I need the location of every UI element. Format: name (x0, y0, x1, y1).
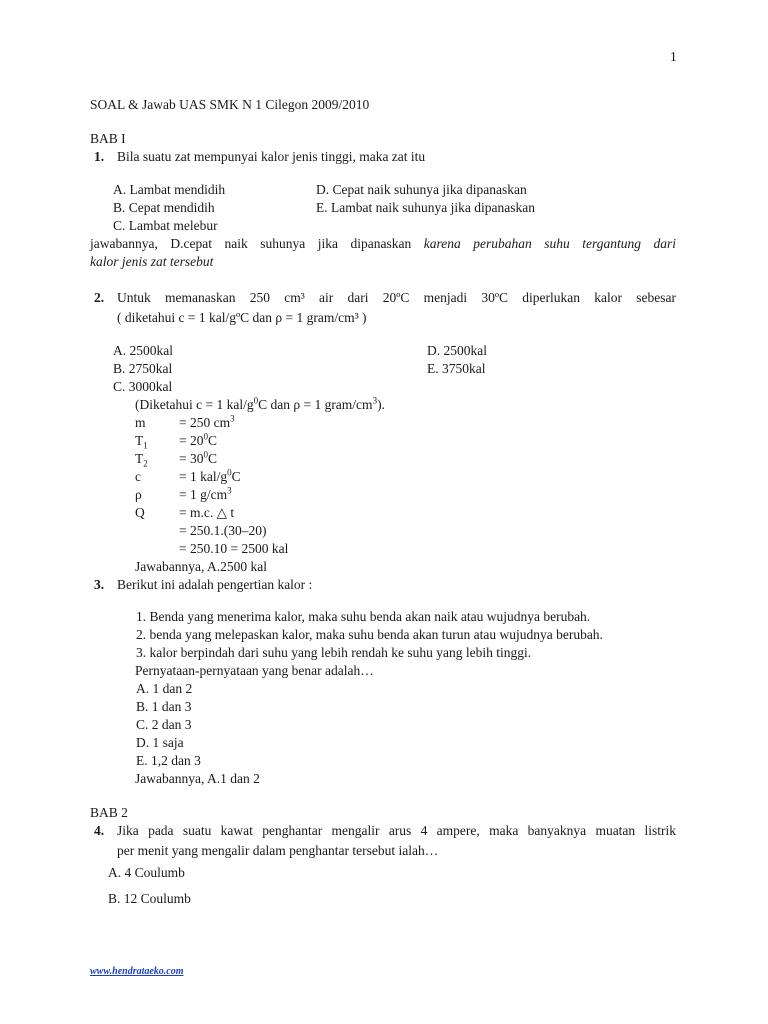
q2-q-result: = 250.10 = 2500 kal (179, 541, 289, 556)
q3-option-e: E. 1,2 dan 3 (136, 753, 201, 768)
q2-option-a: A. 2500kal (113, 343, 173, 358)
q2-q-step: = 250.1.(30–20) (179, 523, 267, 538)
question-1-text: Bila suatu zat mempunyai kalor jenis tinggi, maka zat itu (117, 149, 426, 164)
q2-option-b: B. 2750kal (113, 361, 173, 376)
q4-option-b: B. 12 Coulumb (108, 891, 191, 906)
q2-q-label: Q (135, 505, 145, 520)
q1-answer-text: jawabannya, D.cepat naik suhunya jika dipanaskan (90, 236, 412, 251)
q1-answer-reason: karena perubahan suhu tergantung dari (423, 236, 676, 251)
question-3-text: Berikut ini adalah pengertian kalor : (117, 577, 313, 592)
q3-prompt: Pernyataan-pernyataan yang benar adalah… (135, 663, 374, 678)
q1-answer-line2: kalor jenis zat tersebut (90, 254, 214, 269)
q2-q-formula: = m.c. △ t (179, 505, 235, 520)
question-2-text: Untuk memanaskan 250 cm³ air dari 20ºC menjadi 30ºC diperlukan kalor sebesar (117, 290, 676, 305)
q2-t1-label: $T_1$ (135, 433, 148, 451)
q3-option-b: B. 1 dan 3 (136, 699, 192, 714)
section-heading-bab2: BAB 2 (90, 805, 128, 820)
q3-answer: Jawabannya, A.1 dan 2 (135, 771, 260, 786)
q3-option-c: C. 2 dan 3 (136, 717, 192, 732)
page-number: 1 (670, 49, 677, 64)
question-3-number: 3. (94, 577, 105, 592)
footer-website-link[interactable]: www.hendrataeko.com (90, 966, 184, 977)
q3-statement-2: 2. benda yang melepaskan kalor, maka suhu benda akan turun atau wujudnya berubah. (136, 627, 603, 642)
q3-option-d: D. 1 saja (136, 735, 184, 750)
q2-c-value: = 1 kal/$g^0C$ (179, 467, 241, 484)
q1-answer-line1 (90, 235, 676, 253)
q2-option-c: C. 3000kal (113, 379, 173, 394)
q2-option-d: D. 2500kal (427, 343, 487, 358)
q2-t1-value: = $20^0C$ (179, 431, 218, 448)
q2-m-label: m (135, 415, 146, 430)
q3-option-a: A. 1 dan 2 (136, 681, 193, 696)
q2-c-label: c (135, 469, 141, 484)
q2-rho-label: ρ (135, 487, 142, 502)
q2-answer: Jawabannya, A.2500 kal (135, 559, 267, 574)
q1-option-e: E. Lambat naik suhunya jika dipanaskan (316, 200, 535, 215)
question-1-number: 1. (94, 149, 105, 164)
question-4-number: 4. (94, 823, 105, 838)
q2-rho-value: = 1 $g/cm^3$ (179, 485, 232, 502)
q2-t2-label: $T_2$ (135, 451, 148, 469)
q2-t2-value: = $30^0C$ (179, 449, 218, 466)
q2-option-e: E. 3750kal (427, 361, 486, 376)
q1-option-b: B. Cepat mendidih (113, 200, 215, 215)
question-2-given: ( diketahui c = 1 kal/gºC dan ρ = 1 gram/cm³ ) (117, 310, 367, 325)
question-4-text: Jika pada suatu kawat penghantar mengalir arus 4 ampere, maka banyaknya muatan listrik (117, 823, 676, 838)
q2-known-values: (Diketahui c = 1 kal/$g^0C$ dan ρ = 1 gram/$cm^3$). (135, 395, 385, 412)
question-4-text-cont: per menit yang mengalir dalam penghantar tersebut ialah… (117, 843, 439, 858)
q3-statement-1: 1. Benda yang menerima kalor, maka suhu benda akan naik atau wujudnya berubah. (136, 609, 591, 624)
section-heading-bab1: BAB I (90, 131, 126, 146)
question-2-number: 2. (94, 290, 105, 305)
q1-option-d: D. Cepat naik suhunya jika dipanaskan (316, 182, 527, 197)
q1-option-a: A. Lambat mendidih (113, 182, 226, 197)
q4-option-a: A. 4 Coulumb (108, 865, 185, 880)
document-title: SOAL & Jawab UAS SMK N 1 Cilegon 2009/2010 (90, 97, 370, 112)
q2-m-value: = 250 $cm^3$ (179, 413, 235, 430)
q1-option-c: C. Lambat melebur (113, 218, 218, 233)
q3-statement-3: 3. kalor berpindah dari suhu yang lebih rendah ke suhu yang lebih tinggi. (136, 645, 532, 660)
